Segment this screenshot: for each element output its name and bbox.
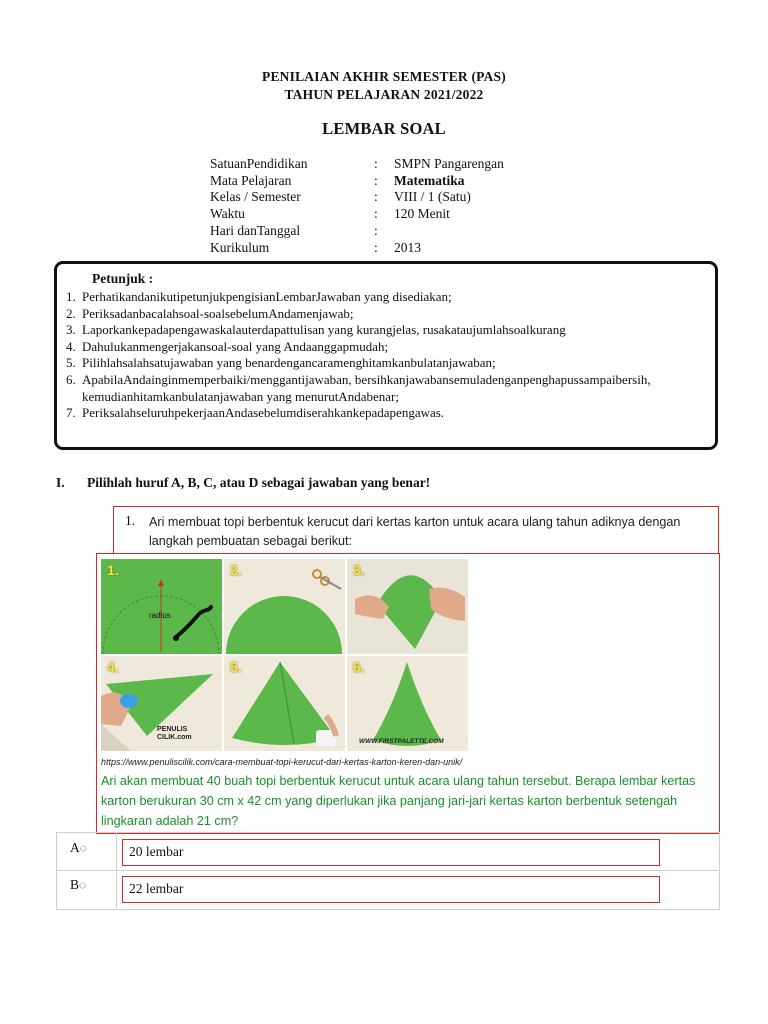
- image-source-link[interactable]: https://www.penuliscilik.com/cara-membuat-topi-kerucut-dari-kertas-karton-keren-dan-unik/: [101, 757, 463, 767]
- instruction-item: 4. Dahulukanmengerjakansoal-soal yang Andaanggapmudah;: [66, 338, 389, 354]
- step-number: 6.: [353, 659, 365, 675]
- sheet-title: LEMBAR SOAL: [322, 119, 446, 138]
- instructions-list: [66, 289, 706, 422]
- step-photo-5: [224, 656, 345, 751]
- info-value: VIII / 1 (Satu): [394, 189, 471, 204]
- info-label: Kurikulum: [210, 240, 270, 255]
- steps-photo: [101, 559, 466, 751]
- option-letter: B: [70, 877, 80, 892]
- instruction-item: 7. PeriksalahseluruhpekerjaanAndasebelumdiserahkankepadapengawas.: [66, 405, 445, 421]
- step-photo-1: [101, 559, 222, 654]
- section-title: Pilihlah huruf A, B, C, atau D sebagai jawaban yang benar!: [87, 475, 431, 490]
- info-label: Kelas / Semester: [210, 189, 301, 204]
- option-answer: 22 lembar: [129, 881, 184, 896]
- radio-icon[interactable]: ◌: [79, 878, 87, 892]
- info-colon: :: [374, 240, 378, 255]
- step-number: 3.: [353, 562, 365, 578]
- instruction-item: 1. PerhatikandanikutipetunjukpengisianLembarJawaban yang disediakan;: [66, 289, 452, 304]
- answer-box: [122, 839, 660, 866]
- firstpalette-logo: WWW.FIRSTPALETTE.COM: [359, 738, 444, 745]
- step-number: 4.: [107, 659, 119, 675]
- question-text: Ari akan membuat 40 buah topi berbentuk kerucut untuk acara ulang tahun tersebut. Berapa lembar kertas karton berukuran 30 cm x 42 cm yang diperlukan jika panjang jari-jari kertas karton berbentuk setengah lingkaran adalah 21 cm?: [101, 774, 696, 828]
- info-colon: :: [374, 156, 378, 171]
- radius-label: radius: [149, 611, 171, 620]
- question-intro: Ari membuat topi berbentuk kerucut dari kertas karton untuk acara ulang tahun adiknya dengan langkah pembuatan sebagai berikut:: [149, 515, 681, 548]
- step-number: 1.: [107, 562, 119, 578]
- question-number: 1.: [125, 513, 136, 528]
- info-label: Mata Pelajaran: [210, 173, 292, 188]
- info-colon: :: [374, 206, 378, 221]
- option-a[interactable]: [70, 840, 87, 856]
- academic-year: TAHUN PELAJARAN 2021/2022: [284, 87, 484, 102]
- exam-title: PENILAIAN AKHIR SEMESTER (PAS): [262, 69, 506, 84]
- instruction-item: 3. Laporkankepadapengawaskalauterdapattulisan yang kurangjelas, rusakataujumlahsoalkurang: [66, 322, 566, 338]
- instruction-item: 6. ApabilaAndainginmemperbaiki/menggantijawaban, bersihkanjawabansemuladenganpenghapussampaibersih, kemudianhitamkanbulatanjawaban yang menurutAndabenar;: [66, 371, 651, 404]
- info-value: 120 Menit: [394, 206, 450, 221]
- info-label: Hari danTanggal: [210, 223, 301, 238]
- info-colon: :: [374, 173, 378, 188]
- info-value: 2013: [394, 240, 421, 255]
- step-photo-6: [347, 656, 468, 751]
- instruction-item: 2. Periksadanbacalahsoal-soalsebelumAndamenjawab;: [66, 305, 354, 321]
- option-b[interactable]: [70, 877, 86, 893]
- instruction-item: 5. Pilihlahsalahsatujawaban yang benardengancaramenghitamkanbulatanjawaban;: [66, 355, 496, 371]
- option-letter: A: [70, 840, 80, 855]
- instructions-title: Petunjuk :: [92, 271, 154, 286]
- section-number: I.: [56, 475, 65, 490]
- option-answer: 20 lembar: [129, 844, 184, 859]
- info-value: Matematika: [394, 173, 465, 188]
- radio-icon[interactable]: ◌: [79, 841, 87, 855]
- info-colon: :: [374, 189, 378, 204]
- answer-box: [122, 876, 660, 903]
- penuliscilik-logo: PENULIS CILIK.com: [157, 726, 192, 741]
- options-col-divider: [116, 832, 117, 908]
- options-row-divider: [56, 870, 718, 871]
- info-label: SatuanPendidikan: [210, 156, 308, 171]
- step-photo-4: [101, 656, 222, 751]
- step-photo-2: [224, 559, 345, 654]
- step-number: 2.: [230, 562, 242, 578]
- info-value: SMPN Pangarengan: [394, 156, 504, 171]
- info-label: Waktu: [210, 206, 245, 221]
- step-number: 5.: [230, 659, 242, 675]
- info-colon: :: [374, 223, 378, 238]
- step-photo-3: [347, 559, 468, 654]
